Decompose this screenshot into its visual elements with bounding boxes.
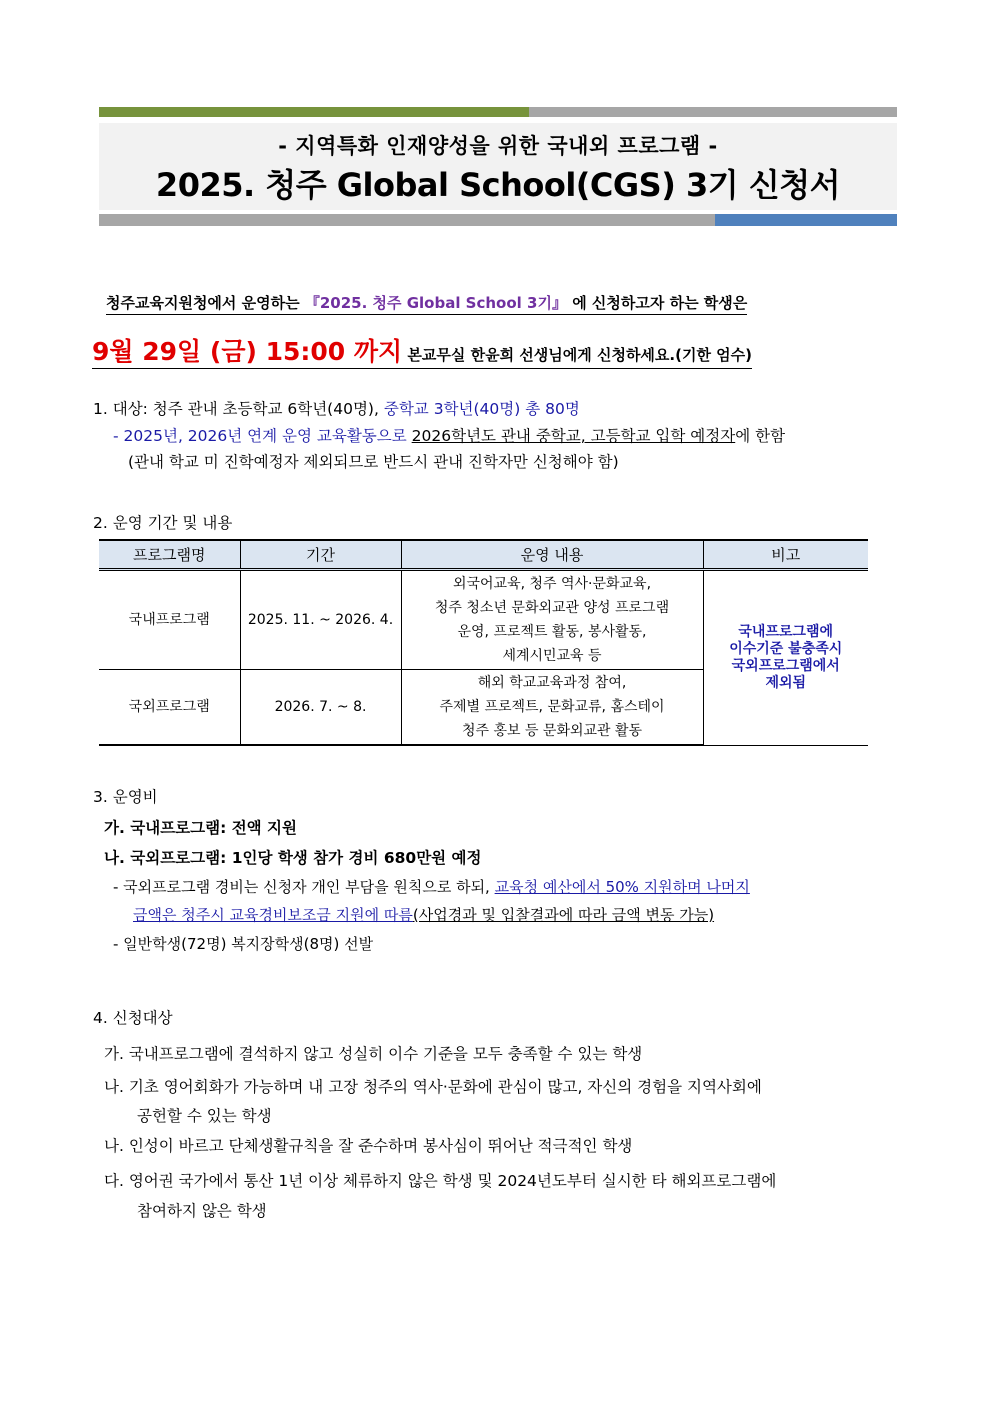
column-header-content: 운영 내용 <box>401 540 703 570</box>
table-header-row <box>99 540 868 570</box>
intro-prefix: 청주교육지원청에서 운영하는 <box>106 294 305 312</box>
note-line: 국내프로그램에 <box>738 623 834 640</box>
list-item-cont: 공헌할 수 있는 학생 <box>137 1107 272 1125</box>
section3-note1 <box>113 876 750 897</box>
section1-target-blue: 중학교 3학년(40명) 총 80명 <box>383 400 580 418</box>
list-item: 나. 기초 영어회화가 가능하며 내 고장 청주의 역사·문화에 관심이 많고, 자신의 경험을 지역사회에 <box>104 1078 762 1096</box>
list-item: 다. 영어권 국가에서 통산 1년 이상 체류하지 않은 학생 및 2024년도부터 실시한 타 해외프로그램에 <box>104 1172 777 1190</box>
program-note <box>703 570 868 746</box>
note-line: 제외됨 <box>765 674 807 691</box>
list-item-cont: 참여하지 않은 학생 <box>137 1202 267 1220</box>
section3-heading: 3. 운영비 <box>93 788 158 806</box>
intro-suffix: 에 신청하고자 하는 학생은 <box>566 294 748 312</box>
program-period: 2026. 7. ~ 8. <box>240 670 401 746</box>
section1-heading <box>93 397 580 419</box>
section3-note1-start: - 국외프로그램 경비는 신청자 개인 부담을 원칙으로 하되, <box>113 878 495 896</box>
content-line: 세계시민교육 등 <box>502 648 602 664</box>
section3-note1-end: (사업경과 및 입찰결과에 따라 금액 변동 가능) <box>412 906 715 924</box>
section1-target: 1. 대상: 청주 관내 초등학교 6학년(40명), <box>93 400 384 418</box>
content-line: 청주 청소년 문화외교관 양성 프로그램 <box>434 600 670 616</box>
header-top-accent <box>99 107 529 117</box>
section1-line2 <box>113 424 785 446</box>
program-content <box>401 670 703 746</box>
content-line: 청주 홍보 등 문화외교관 활동 <box>461 723 643 739</box>
note-line: 국외프로그램에서 <box>731 657 840 674</box>
program-table <box>99 539 868 746</box>
section1-line2-underline: 2026학년도 관내 중학교, 고등학교 입학 예정자 <box>411 427 736 445</box>
page-subtitle: - 지역특화 인재양성을 위한 국내외 프로그램 - <box>278 134 718 158</box>
column-header-note: 비고 <box>703 540 868 570</box>
section1-line2-blue: - 2025년, 2026년 연계 운영 교육활동으로 <box>113 427 412 445</box>
note-line: 이수기준 불충족시 <box>729 640 843 657</box>
intro-program-name: 『2025. 청주 Global School 3기』 <box>304 294 567 312</box>
page-title: 2025. 청주 Global School(CGS) 3기 신청서 <box>155 166 841 204</box>
deadline-instruction: 본교무실 한윤희 선생님에게 신청하세요.(기한 엄수) <box>402 346 752 364</box>
column-header-program: 프로그램명 <box>99 540 240 570</box>
table-row <box>99 570 868 670</box>
program-name: 국내프로그램 <box>99 570 240 670</box>
section3-note1-blue1: 교육청 예산에서 50% 지원하며 나머지 <box>494 878 750 896</box>
section3-note1-cont <box>133 904 714 925</box>
section4-heading: 4. 신청대상 <box>93 1009 173 1027</box>
intro-line <box>106 292 747 315</box>
list-item: 나. 인성이 바르고 단체생활규칙을 잘 준수하며 봉사심이 뛰어난 적극적인 학생 <box>104 1137 633 1155</box>
content-line: 주제별 프로젝트, 문화교류, 홈스테이 <box>439 699 665 715</box>
list-item: 가. 국내프로그램에 결석하지 않고 성실히 이수 기준을 모두 충족할 수 있는 학생 <box>104 1045 643 1063</box>
section2-heading: 2. 운영 기간 및 내용 <box>93 514 233 532</box>
deadline-line <box>92 332 752 369</box>
column-header-period: 기간 <box>240 540 401 570</box>
content-line: 운영, 프로젝트 활동, 봉사활동, <box>457 624 647 640</box>
section1-line2-end: 에 한함 <box>735 427 786 445</box>
deadline-date: 9월 29일 (금) 15:00 까지 <box>92 337 403 366</box>
program-content <box>401 570 703 670</box>
content-line: 외국어교육, 청주 역사·문화교육, <box>452 576 652 592</box>
section3-item-a: 가. 국내프로그램: 전액 지원 <box>104 819 297 837</box>
header-bottom-accent <box>715 214 897 226</box>
section3-note1-blue2: 금액은 청주시 교육경비보조금 지원에 따름 <box>133 906 413 924</box>
section1-line3: (관내 학교 미 진학예정자 제외되므로 반드시 관내 진학자만 신청해야 함) <box>128 453 619 471</box>
section3-note2: - 일반학생(72명) 복지장학생(8명) 선발 <box>113 935 374 953</box>
program-period: 2025. 11. ~ 2026. 4. <box>240 570 401 670</box>
program-name: 국외프로그램 <box>99 670 240 746</box>
section3-item-b: 나. 국외프로그램: 1인당 학생 참가 경비 680만원 예정 <box>104 849 482 867</box>
content-line: 해외 학교교육과정 참여, <box>477 675 627 691</box>
